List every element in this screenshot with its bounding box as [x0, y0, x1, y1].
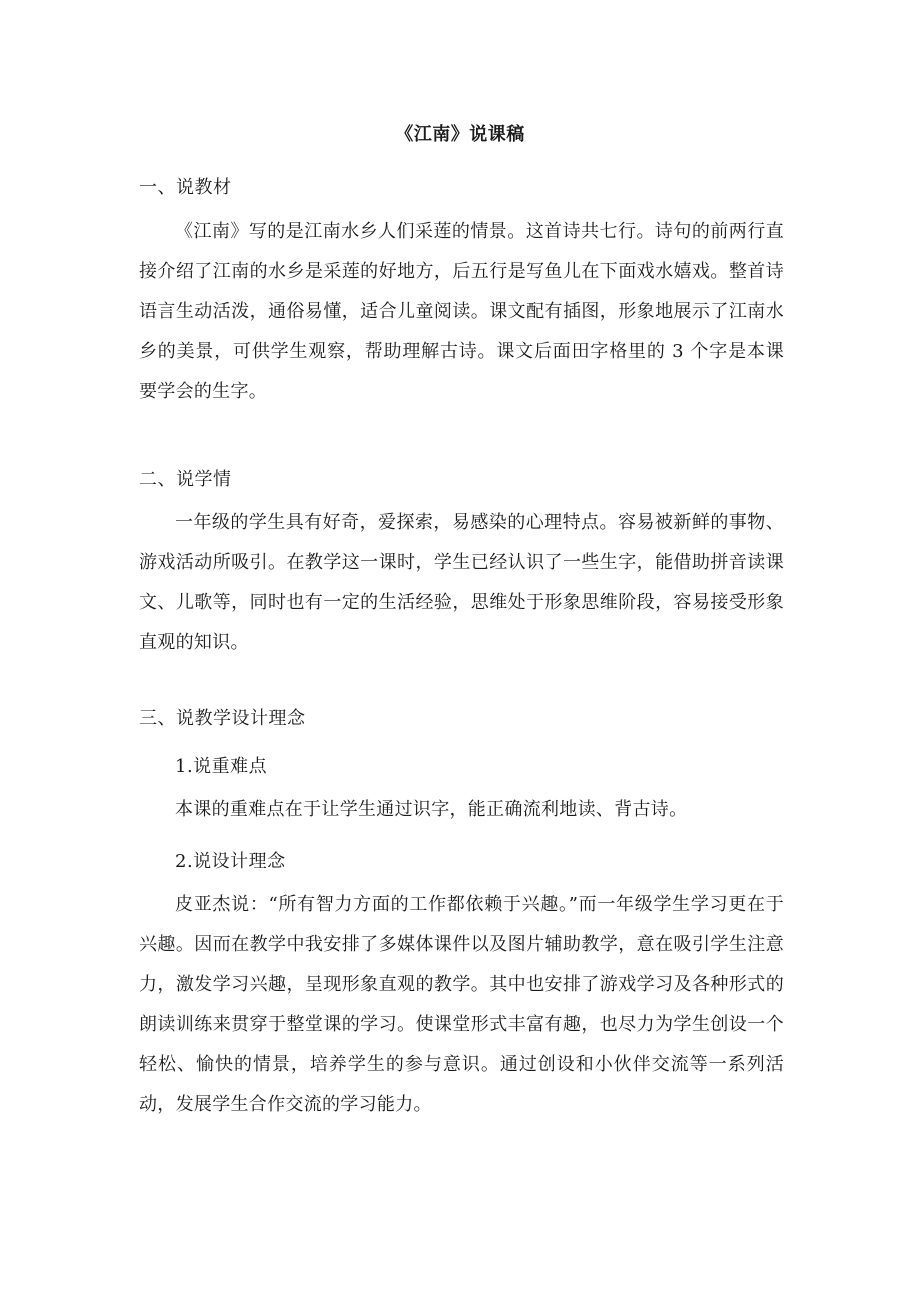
subsection-heading-design-concept: 2.说设计理念 [175, 851, 286, 872]
section-heading-design: 三、说教学设计理念 [139, 708, 306, 729]
section-paragraph-students: 一年级的学生具有好奇，爱探索，易感染的心理特点。容易被新鲜的事物、游戏活动所吸引。在教学这一课时，学生已经认识了一些生字，能借助拼音读课文、儿歌等，同时也有一定的生活经验，思维处于形象思维阶段，容易接受形象直观的知识。 [139, 512, 784, 653]
document-title: 《江南》说课稿 [395, 124, 525, 145]
section-heading-students: 二、说学情 [139, 469, 232, 490]
subsection-heading-key-points: 1.说重难点 [175, 756, 268, 777]
section-paragraph-textbook: 《江南》写的是江南水乡人们采莲的情景。这首诗共七行。诗句的前两行直接介绍了江南的水乡是采莲的好地方，后五行是写鱼儿在下面戏水嬉戏。整首诗语言生动活泼，通俗易懂，适合儿童阅读。课文配有插图，形象地展示了江南水乡的美景，可供学生观察，帮助理解古诗。课文后面田字格里的 3 个字是本课要学会的生字。 [139, 221, 784, 402]
section-heading-textbook: 一、说教材 [139, 177, 232, 198]
subsection-paragraph-design-concept: 皮亚杰说：“所有智力方面的工作都依赖于兴趣。”而一年级学生学习更在于兴趣。因而在教学中我安排了多媒体课件以及图片辅助教学，意在吸引学生注意力，激发学习兴趣，呈现形象直观的教学。其中也安排了游戏学习及各种形式的朗读训练来贯穿于整堂课的学习。使课堂形式丰富有趣，也尽力为学生创设一个轻松、愉快的情景，培养学生的参与意识。通过创设和小伙伴交流等一系列活动，发展学生合作交流的学习能力。 [139, 894, 784, 1115]
subsection-paragraph-key-points: 本课的重难点在于让学生通过识字，能正确流利地读、背古诗。 [175, 799, 688, 820]
